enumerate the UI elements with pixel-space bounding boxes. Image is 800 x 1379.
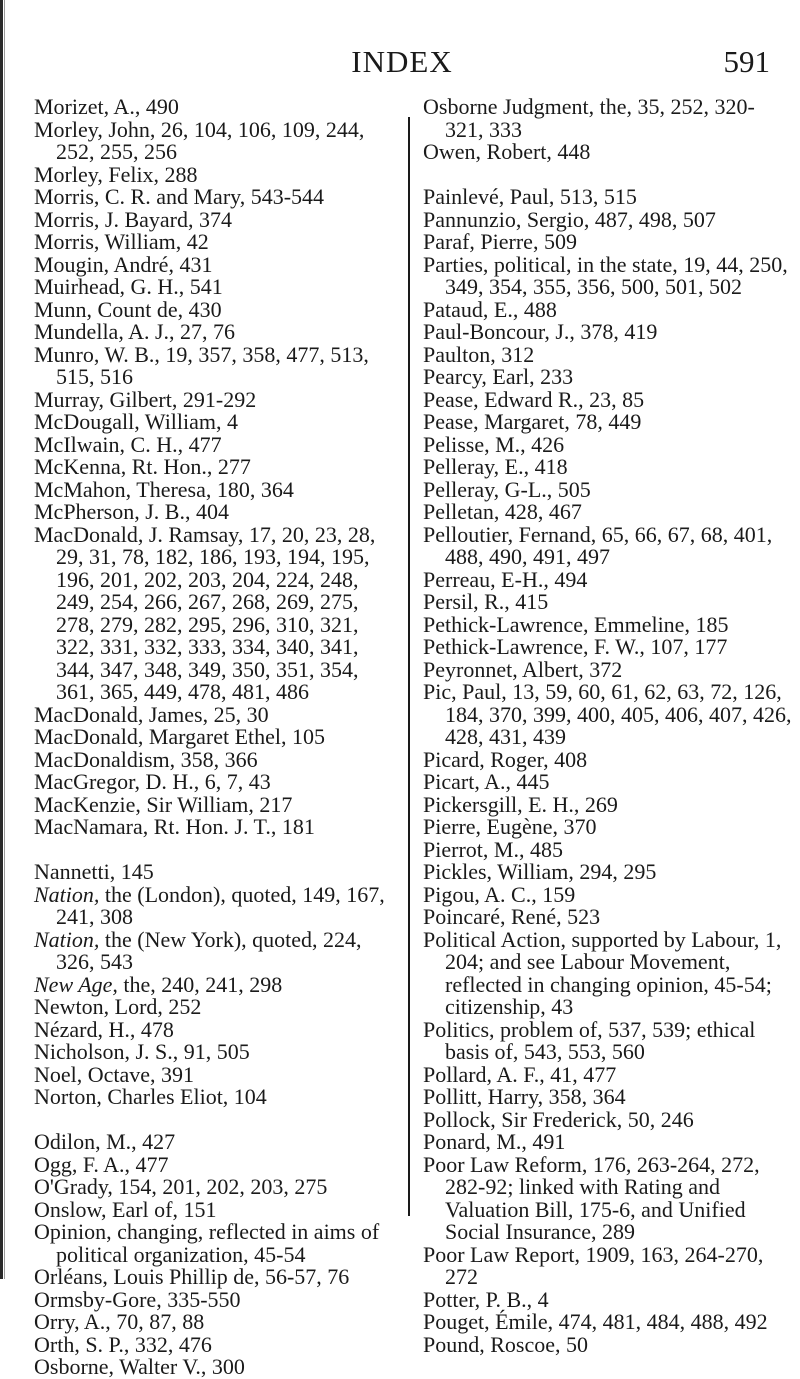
entry-text: MacNamara, Rt. Hon. J. T., 181 (34, 814, 315, 839)
entry-text: Muirhead, G. H., 541 (34, 274, 223, 299)
index-entry (423, 1131, 793, 1154)
index-entry (34, 771, 402, 794)
entry-text: Murray, Gilbert, 291-292 (34, 386, 257, 412)
entry-italic-title: New Age, (34, 971, 118, 997)
index-entry (34, 746, 402, 772)
entry-italic-title: Nation, (34, 926, 100, 952)
entry-text: Perreau, E-H., 494 (423, 566, 588, 592)
entry-text: Ogg, F. A., 477 (34, 1151, 169, 1177)
entry-text: Mundella, A. J., 27, 76 (34, 319, 236, 344)
index-entry (423, 611, 793, 637)
entry-text: MacDonald, Margaret Ethel, 105 (34, 724, 326, 749)
index-entry (423, 341, 793, 367)
index-entry (423, 1086, 793, 1109)
entry-text: Pelleray, E., 418 (423, 454, 568, 479)
index-entry (423, 1331, 793, 1357)
index-entry (423, 881, 793, 907)
entry-text: Nézard, H., 478 (34, 1016, 174, 1042)
index-entry (423, 1106, 793, 1132)
index-entry (34, 1086, 402, 1109)
index-entry (34, 726, 402, 749)
entry-text: Poor Law Reform, 176, 263-264, 272, 282-92; linked with Rating and Valuation Bill, 175-6, and Unified Social Insurance, 289 (423, 1151, 760, 1244)
entry-text: Pigou, A. C., 159 (423, 881, 576, 907)
entry-text: Pickersgill, E. H., 269 (423, 791, 618, 817)
entry-text: Picart, A., 445 (423, 769, 550, 794)
index-entry (423, 566, 793, 592)
index-entry (423, 816, 793, 839)
entry-text: Morris, William, 42 (34, 229, 209, 254)
entry-text: McPherson, J. B., 404 (34, 499, 229, 524)
index-entry (423, 1241, 793, 1289)
index-entry (423, 1016, 793, 1064)
index-entry (34, 341, 402, 389)
index-entry (34, 1151, 402, 1177)
index-entry (423, 296, 793, 322)
index-entry (423, 476, 793, 502)
entry-text: Pouget, Émile, 474, 481, 484, 488, 492 (423, 1309, 768, 1334)
entry-text: Odilon, M., 427 (34, 1129, 176, 1154)
entry-text: Politics, problem of, 537, 539; ethical basis of, 543, 553, 560 (423, 1016, 756, 1064)
entry-text: Pierrot, M., 485 (423, 836, 563, 862)
entry-text: Osborne, Walter V., 300 (34, 1354, 245, 1379)
index-entry (34, 1016, 402, 1042)
index-entry (34, 1131, 402, 1154)
entry-text: Pethick-Lawrence, Emmeline, 185 (423, 611, 729, 637)
entry-text: Ormsby-Gore, 335-550 (34, 1286, 241, 1312)
index-entry (423, 791, 793, 817)
index-entry (423, 591, 793, 614)
entry-text: Poincaré, René, 523 (423, 904, 601, 929)
entry-text: Paraf, Pierre, 509 (423, 229, 577, 254)
index-entry (423, 386, 793, 412)
index-entry (34, 971, 402, 997)
index-entry (423, 501, 793, 524)
entry-text: Ponard, M., 491 (423, 1129, 566, 1154)
index-entry (34, 1176, 402, 1199)
index-entry (423, 906, 793, 929)
index-entry (34, 1061, 402, 1087)
entry-text: Peyronnet, Albert, 372 (423, 656, 623, 682)
index-entry (423, 521, 793, 569)
index-entry (423, 1151, 793, 1244)
entry-italic-title: Nation, (34, 881, 100, 907)
index-entry (423, 681, 793, 749)
entry-text: Political Action, supported by Labour, 1, 204; and see Labour Movement, reflected in changing opinion, 45-54; citizenship, 43 (423, 926, 782, 1019)
index-entry (34, 296, 402, 322)
entry-text: Munro, W. B., 19, 357, 358, 477, 513, 515, 516 (34, 341, 369, 389)
index-entry (34, 1311, 402, 1334)
index-entry (34, 816, 402, 839)
index-entry (34, 386, 402, 412)
entry-text: Pelletan, 428, 467 (423, 499, 582, 524)
entry-text: Orth, S. P., 332, 476 (34, 1331, 212, 1357)
entry-text: Pelleray, G-L., 505 (423, 476, 591, 502)
entry-text: Paul-Boncour, J., 378, 419 (423, 319, 658, 344)
index-entry (34, 861, 402, 884)
index-entry (34, 701, 402, 727)
entry-text: Morley, Felix, 288 (34, 161, 198, 187)
section-gap (34, 1109, 402, 1132)
entry-text: Pound, Roscoe, 50 (423, 1331, 588, 1357)
index-entry (423, 366, 793, 389)
index-entry (34, 431, 402, 457)
entry-text: Painlevé, Paul, 513, 515 (423, 184, 637, 209)
index-entry (34, 1196, 402, 1222)
entry-text: Potter, P. B., 4 (423, 1286, 549, 1312)
index-entry (423, 636, 793, 659)
entry-text: Norton, Charles Eliot, 104 (34, 1084, 267, 1109)
index-entry (423, 771, 793, 794)
index-entry (34, 476, 402, 502)
entry-text: Orléans, Louis Phillip de, 56-57, 76 (34, 1264, 350, 1289)
index-entry (34, 411, 402, 434)
entry-text: Opinion, changing, reflected in aims of political organization, 45-54 (34, 1219, 380, 1267)
index-entry (34, 321, 402, 344)
index-entry (423, 861, 793, 884)
entry-text: Onslow, Earl of, 151 (34, 1196, 217, 1222)
page-number: 591 (723, 44, 770, 79)
index-entry (34, 251, 402, 277)
index-entry (34, 501, 402, 524)
entry-text: McDougall, William, 4 (34, 409, 239, 434)
index-entry (34, 161, 402, 187)
entry-text: Owen, Robert, 448 (423, 139, 591, 164)
index-entry (34, 791, 402, 817)
index-entry (423, 746, 793, 772)
entry-text: MacDonaldism, 358, 366 (34, 746, 258, 772)
entry-text: Pelloutier, Fernand, 65, 66, 67, 68, 401, 488, 490, 491, 497 (423, 521, 773, 569)
index-entry (34, 1331, 402, 1357)
entry-text: Pannunzio, Sergio, 487, 498, 507 (423, 206, 716, 232)
entry-text: Mougin, André, 431 (34, 251, 213, 277)
entry-text: Morris, J. Bayard, 374 (34, 206, 232, 232)
entry-text: Morris, C. R. and Mary, 543-544 (34, 184, 325, 209)
index-entry (423, 1286, 793, 1312)
index-entry (423, 431, 793, 457)
index-entry (34, 276, 402, 299)
page-header (34, 44, 770, 84)
entry-text: Parties, political, in the state, 19, 44, 250, 349, 354, 355, 356, 500, 501, 502 (423, 251, 788, 299)
index-entry (34, 1286, 402, 1312)
index-entry (34, 116, 402, 164)
entry-text: Paulton, 312 (423, 341, 535, 367)
entry-text: Poor Law Report, 1909, 163, 264-270, 272 (423, 1241, 764, 1289)
index-entry (34, 1356, 402, 1379)
index-entry (423, 1061, 793, 1087)
index-entry (34, 1041, 402, 1064)
entry-text: Pease, Edward R., 23, 85 (423, 386, 645, 412)
entry-text: Pease, Margaret, 78, 449 (423, 409, 642, 434)
entry-text: the (New York), quoted, 224, 326, 543 (56, 926, 362, 974)
entry-text: Munn, Count de, 430 (34, 296, 222, 322)
section-gap (34, 839, 402, 862)
index-entry (34, 231, 402, 254)
index-entry (34, 996, 402, 1019)
index-entry (423, 96, 793, 141)
index-column-left (34, 96, 402, 1379)
entry-text: Osborne Judgment, the, 35, 252, 320-321, 333 (423, 94, 755, 142)
column-divider (408, 117, 410, 1216)
index-entry (34, 186, 402, 209)
entry-text: O'Grady, 154, 201, 202, 203, 275 (34, 1174, 328, 1199)
entry-text: Pic, Paul, 13, 59, 60, 61, 62, 63, 72, 126, 184, 370, 399, 400, 405, 406, 407, 426, 428, 431, 439 (423, 679, 792, 749)
index-entry (34, 206, 402, 232)
index-entry (423, 456, 793, 479)
section-gap (423, 164, 793, 187)
entry-text: Pataud, E., 488 (423, 296, 557, 322)
entry-text: MacDonald, J. Ramsay, 17, 20, 23, 28, 29, 31, 78, 182, 186, 193, 194, 195, 196, 201, 202, 203, 204, 224, 248, 249, 254, 266, 267, 268, 269, 275, 278, 279, 282, 295, 296, 310, 321, 322, 331, 332, 333, 334, 340, 341, 344, 347, 348, 349, 350, 351, 354, 361, 365, 449, 478, 481, 486 (34, 521, 376, 704)
entry-text: McIlwain, C. H., 477 (34, 431, 222, 457)
book-spine-edge (0, 0, 3, 1279)
entry-text: Noel, Octave, 391 (34, 1061, 195, 1087)
entry-text: Pelisse, M., 426 (423, 431, 565, 457)
index-entry (34, 521, 402, 704)
index-entry (423, 186, 793, 209)
index-entry (423, 926, 793, 1019)
index-entry (423, 206, 793, 232)
entry-text: Pickles, William, 294, 295 (423, 859, 657, 884)
page-title: INDEX (351, 44, 453, 79)
entry-text: Pollitt, Harry, 358, 364 (423, 1084, 626, 1109)
index-entry (34, 1266, 402, 1289)
index-entry (423, 836, 793, 862)
entry-text: MacDonald, James, 25, 30 (34, 701, 269, 727)
index-entry (423, 231, 793, 254)
entry-text: Persil, R., 415 (423, 589, 549, 614)
index-column-right (423, 96, 793, 1356)
entry-text: the (London), quoted, 149, 167, 241, 308 (56, 881, 385, 929)
entry-text: Pethick-Lawrence, F. W., 107, 177 (423, 634, 728, 659)
index-entry (34, 456, 402, 479)
entry-text: MacGregor, D. H., 6, 7, 43 (34, 769, 271, 794)
index-entry (423, 411, 793, 434)
entry-text: Pollock, Sir Frederick, 50, 246 (423, 1106, 694, 1132)
index-entry (423, 321, 793, 344)
index-entry (34, 96, 402, 119)
entry-text: Pierre, Eugène, 370 (423, 814, 597, 839)
entry-text: Nicholson, J. S., 91, 505 (34, 1039, 250, 1064)
entry-text: McKenna, Rt. Hon., 277 (34, 454, 251, 479)
index-entry (423, 141, 793, 164)
entry-text: Picard, Roger, 408 (423, 746, 588, 772)
entry-text: Nannetti, 145 (34, 859, 154, 884)
entry-text: MacKenzie, Sir William, 217 (34, 791, 293, 817)
entry-text: Pollard, A. F., 41, 477 (423, 1061, 617, 1087)
entry-text: McMahon, Theresa, 180, 364 (34, 476, 294, 502)
entry-text: the, 240, 241, 298 (117, 971, 283, 997)
entry-text: Orry, A., 70, 87, 88 (34, 1309, 205, 1334)
book-spine-shadow (4, 0, 5, 1279)
entry-text: Newton, Lord, 252 (34, 994, 202, 1019)
index-entry (34, 881, 402, 929)
entry-text: Pearcy, Earl, 233 (423, 364, 574, 389)
index-entry (34, 1221, 402, 1266)
index-entry (423, 1311, 793, 1334)
index-entry (34, 926, 402, 974)
index-entry (423, 251, 793, 299)
entry-text: Morley, John, 26, 104, 106, 109, 244, 252, 255, 256 (34, 116, 365, 164)
entry-text: Morizet, A., 490 (34, 94, 179, 119)
index-entry (423, 656, 793, 682)
